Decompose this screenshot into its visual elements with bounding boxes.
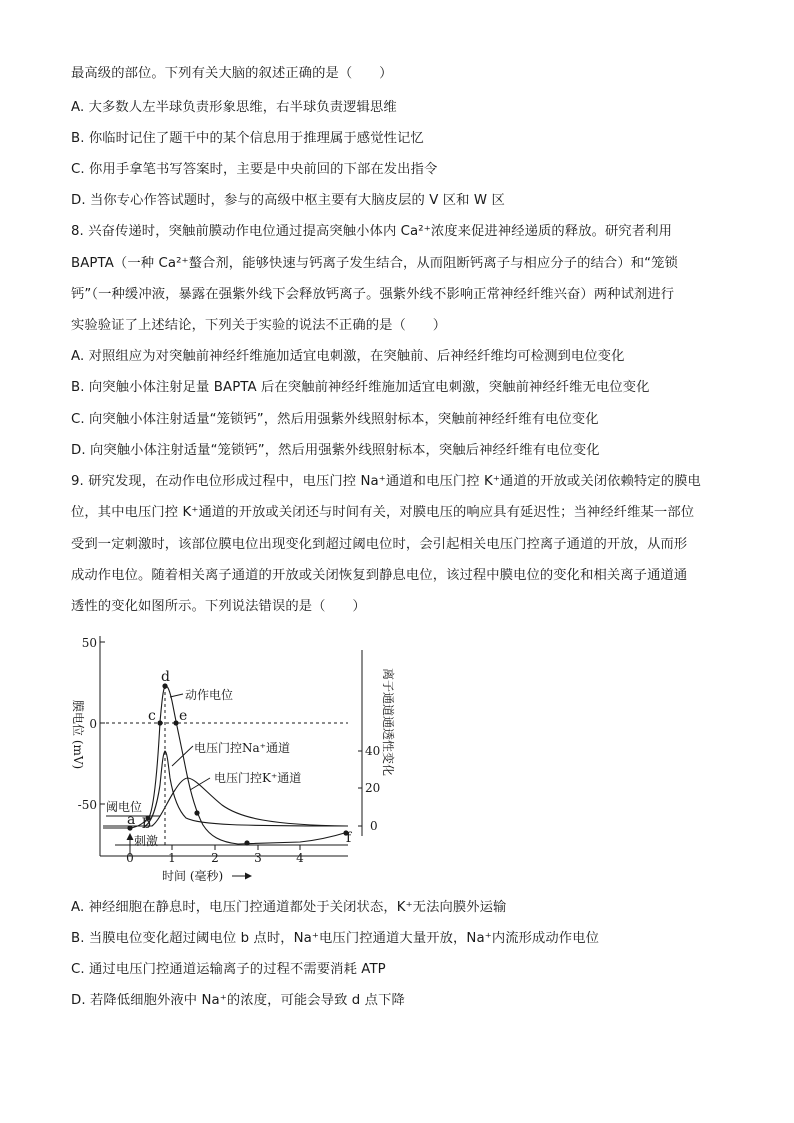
q7-option-c: C. 你用手拿笔书写答案时，主要是中央前回的下部在发出指令 xyxy=(71,162,438,177)
right-tick-20: 20 xyxy=(365,781,381,795)
na-channel-label: 电压门控Na⁺通道 xyxy=(194,741,290,755)
left-tick-50: 50 xyxy=(81,636,97,650)
q8-stem-line-1: 8. 兴奋传递时，突触前膜动作电位通过提高突触小体内 Ca²⁺浓度来促进神经递质的释放。研究者利用 xyxy=(71,224,672,239)
right-tick-40: 40 xyxy=(365,744,381,758)
right-axis-label: 离子通道通透性变化 xyxy=(381,668,395,777)
q9-stem-line-1: 9. 研究发现，在动作电位形成过程中，电压门控 Na⁺通道和电压门控 K⁺通道的开放或关闭依赖特定的膜电 xyxy=(71,474,701,489)
q9-option-d: D. 若降低细胞外液中 Na⁺的浓度，可能会导致 d 点下降 xyxy=(71,993,405,1008)
x-axis-label: 时间 (毫秒) xyxy=(162,869,224,883)
na-channel-curve xyxy=(103,751,348,826)
point-c-label: c xyxy=(148,708,156,724)
dip-dot xyxy=(194,810,199,815)
q8-stem-line-2: BAPTA（一种 Ca²⁺螯合剂，能够快速与钙离子发生结合，从而阻断钙离子与相应分子的结合）和“笼锁 xyxy=(71,256,678,271)
q8-option-c: C. 向突触小体注射适量“笼锁钙”，然后用强紫外线照射标本，突触前神经纤维有电位变化 xyxy=(71,412,599,427)
q9-stem-line-2: 位，其中电压门控 K⁺通道的开放或关闭还与时间有关，对膜电压的响应具有延迟性；当神经纤维某一部位 xyxy=(71,505,695,520)
action-potential-curve xyxy=(103,686,348,844)
q9-stem-line-4: 成动作电位。随着相关离子通道的开放或关闭恢复到静息电位，该过程中膜电位的变化和相关离子通道通 xyxy=(71,568,688,583)
q9-stem-line-3: 受到一定刺激时，该部位膜电位出现变化到超过阈电位时，会引起相关电压门控离子通道的开放，从而形 xyxy=(71,537,688,552)
left-tick-0: 0 xyxy=(89,717,97,731)
x-tick-4: 4 xyxy=(296,851,304,865)
q8-option-d: D. 向突触小体注射适量“笼锁钙”，然后用强紫外线照射标本，突触后神经纤维有电位变化 xyxy=(71,443,600,458)
x-tick-0: 0 xyxy=(126,851,134,865)
point-c-dot xyxy=(157,720,162,725)
k-channel-label: 电压门控K⁺通道 xyxy=(214,771,302,785)
q9-stem-line-5: 透性的变化如图所示。下列说法错误的是（ ） xyxy=(71,599,366,614)
left-tick-minus-50: -50 xyxy=(77,798,97,812)
point-e-label: e xyxy=(179,708,188,724)
q8-option-a: A. 对照组应为对突触前神经纤维施加适宜电刺激，在突触前、后神经纤维均可检测到电位变化 xyxy=(71,349,625,364)
hyperpolarization-dot xyxy=(244,840,249,845)
x-tick-3: 3 xyxy=(254,851,262,865)
membrane-potential-figure xyxy=(62,628,407,890)
q7-option-a: A. 大多数人左半球负责形象思维，右半球负责逻辑思维 xyxy=(71,100,397,115)
q9-option-a: A. 神经细胞在静息时，电压门控通道都处于关闭状态，K⁺无法向膜外运输 xyxy=(71,900,507,915)
threshold-label: 阈电位 xyxy=(106,800,143,814)
q8-option-b: B. 向突触小体注射足量 BAPTA 后在突触前神经纤维施加适宜电刺激，突触前神经纤维无电位变化 xyxy=(71,380,650,395)
q7-option-b: B. 你临时记住了题干中的某个信息用于推理属于感觉性记忆 xyxy=(71,131,424,146)
action-potential-label: 动作电位 xyxy=(185,688,234,702)
q9-option-c: C. 通过电压门控通道运输离子的过程不需要消耗 ATP xyxy=(71,962,386,977)
point-a-label: a xyxy=(127,812,136,828)
left-axis-label: 膜电位 (mV) xyxy=(71,700,85,770)
q9-option-b: B. 当膜电位变化超过阈电位 b 点时，Na⁺电压门控通道大量开放，Na⁺内流形成动作电位 xyxy=(71,931,599,946)
x-tick-2: 2 xyxy=(211,851,219,865)
q8-stem-line-4: 实验验证了上述结论，下列关于实验的说法不正确的是（ ） xyxy=(71,318,447,333)
point-f-label: f xyxy=(346,830,352,846)
x-tick-1: 1 xyxy=(168,851,176,865)
point-b-label: b xyxy=(142,816,151,832)
point-d-label: d xyxy=(161,669,170,685)
q7-option-d: D. 当你专心作答试题时，参与的高级中枢主要有大脑皮层的 V 区和 W 区 xyxy=(71,193,505,208)
stimulus-label: 刺激 xyxy=(134,834,159,848)
right-tick-0: 0 xyxy=(370,819,378,833)
point-e-dot xyxy=(173,720,178,725)
q7-stem-tail: 最高级的部位。下列有关大脑的叙述正确的是（ ） xyxy=(71,66,393,81)
q8-stem-line-3: 钙”（一种缓冲液，暴露在强紫外线下会释放钙离子。强紫外线不影响正常神经纤维兴奋）两种试剂进行 xyxy=(71,287,675,302)
